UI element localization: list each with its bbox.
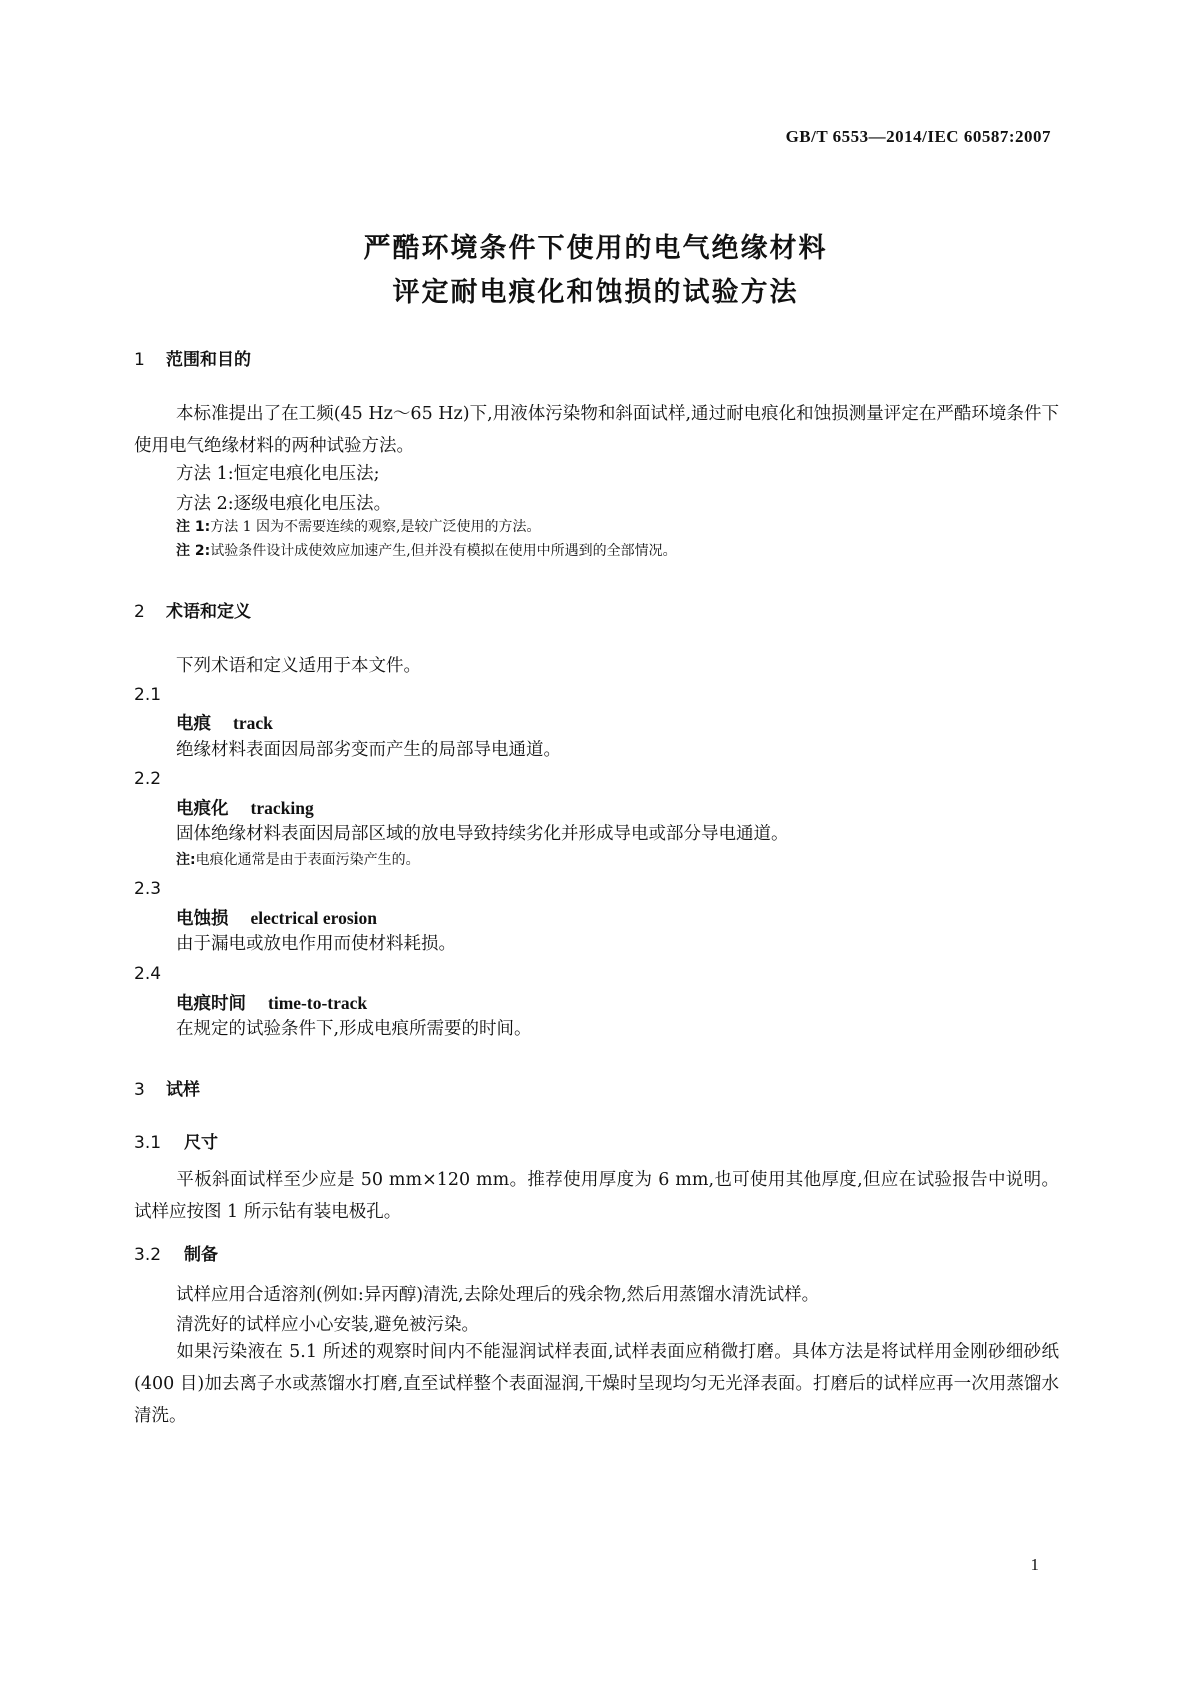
section-title: 试样 — [166, 1080, 200, 1100]
section-number: 2 — [134, 602, 145, 622]
section-3-1-paragraph: 平板斜面试样至少应是 50 mm×120 mm。推荐使用厚度为 6 mm,也可使用其他厚度,但应在试验报告中说明。试样应按图 1 所示钻有装电极孔。 — [134, 1170, 1059, 1222]
term-number: 2.1 — [134, 685, 162, 705]
section-3-heading — [134, 1075, 200, 1100]
document-title — [0, 227, 1191, 315]
section-3-2-line-2: 清洗好的试样应小心安装,避免被污染。 — [176, 1315, 480, 1335]
page-number: 1 — [1030, 1555, 1039, 1574]
term-number: 2.2 — [134, 769, 162, 789]
section-3-1-heading — [134, 1128, 218, 1153]
section-3-2-line-1: 试样应用合适溶剂(例如:异丙醇)清洗,去除处理后的残余物,然后用蒸馏水清洗试样。 — [176, 1285, 820, 1305]
term-name: 电痕时间 time-to-track — [176, 993, 368, 1014]
note-text: 方法 1 因为不需要连续的观察,是较广泛使用的方法。 — [210, 519, 541, 535]
title-line-2: 评定耐电痕化和蚀损的试验方法 — [392, 277, 799, 308]
term-definition: 在规定的试验条件下,形成电痕所需要的时间。 — [176, 1019, 532, 1039]
note-label: 注 2: — [176, 543, 211, 559]
term-number: 2.4 — [134, 964, 162, 984]
section-title: 尺寸 — [184, 1133, 218, 1153]
term-definition: 绝缘材料表面因局部劣变而产生的局部导电通道。 — [176, 740, 561, 760]
title-line-1: 严酷环境条件下使用的电气绝缘材料 — [363, 233, 828, 264]
section-number: 3.1 — [134, 1133, 162, 1153]
section-1-heading — [134, 345, 251, 370]
section-3-2-heading — [134, 1240, 218, 1265]
section-2-heading — [134, 597, 251, 622]
term-name: 电痕化 tracking — [176, 798, 314, 819]
note-label: 注: — [176, 852, 196, 868]
term-number: 2.3 — [134, 879, 162, 899]
method-1: 方法 1:恒定电痕化电压法; — [176, 464, 380, 484]
section-title: 术语和定义 — [166, 602, 251, 622]
section-number: 1 — [134, 350, 145, 370]
note-2 — [176, 540, 677, 562]
section-title: 制备 — [184, 1245, 218, 1265]
note-label: 注 1: — [176, 519, 211, 535]
term-note — [176, 849, 420, 871]
term-name: 电痕 track — [176, 713, 273, 734]
term-name: 电蚀损 electrical erosion — [176, 908, 377, 929]
section-number: 3 — [134, 1080, 145, 1100]
note-1 — [176, 516, 540, 538]
section-title: 范围和目的 — [166, 350, 251, 370]
note-text: 试验条件设计成使效应加速产生,但并没有模拟在使用中所遇到的全部情况。 — [210, 543, 677, 559]
section-3-2-paragraph: 如果污染液在 5.1 所述的观察时间内不能湿润试样表面,试样表面应稍微打磨。具体方法是将试样用金刚砂细砂纸(400 目)加去离子水或蒸馏水打磨,直至试样整个表面湿润,干燥时呈现均匀无光泽表面。打磨后的试样应再一次用蒸馏水清洗。 — [134, 1342, 1059, 1426]
term-definition: 由于漏电或放电作用而使材料耗损。 — [176, 934, 456, 954]
term-definition: 固体绝缘材料表面因局部区域的放电导致持续劣化并形成导电或部分导电通道。 — [176, 824, 789, 844]
standard-code: GB/T 6553—2014/IEC 60587:2007 — [785, 127, 1051, 146]
method-2: 方法 2:逐级电痕化电压法。 — [176, 494, 392, 514]
note-text: 电痕化通常是由于表面污染产生的。 — [195, 852, 420, 868]
section-2-intro: 下列术语和定义适用于本文件。 — [176, 656, 421, 676]
section-1-paragraph: 本标准提出了在工频(45 Hz～65 Hz)下,用液体污染物和斜面试样,通过耐电痕化和蚀损测量评定在严酷环境条件下使用电气绝缘材料的两种试验方法。 — [134, 404, 1059, 456]
section-number: 3.2 — [134, 1245, 162, 1265]
